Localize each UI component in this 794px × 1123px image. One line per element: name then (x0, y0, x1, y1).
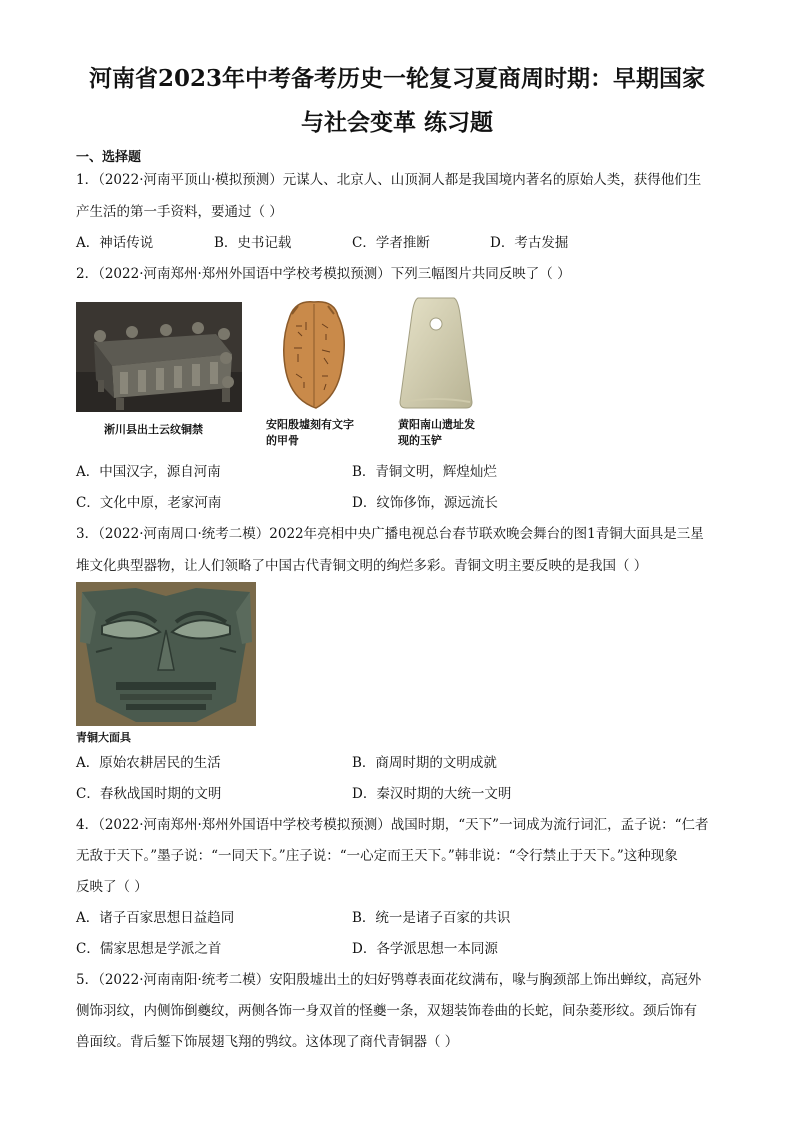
q2-option-c[interactable]: C．文化中原，老家河南 (76, 495, 222, 511)
q5-stem-line1: 5．（2022·河南南阳·统考二模）安阳殷墟出土的妇好鸮尊表面花纹满布，喙与胸颈部上饰出蝉纹，高冠外 (76, 972, 702, 988)
q2-option-a[interactable]: A．中国汉字，源自河南 (76, 464, 221, 480)
q3-option-a[interactable]: A．原始农耕居民的生活 (76, 755, 221, 771)
oracle-bone-caption-line2: 的甲骨 (266, 434, 299, 447)
bronze-mask-caption: 青铜大面具 (76, 731, 131, 744)
jade-shovel-caption-line1: 黄阳南山遗址发 (398, 418, 475, 431)
q4-option-d[interactable]: D．各学派思想一本同源 (352, 941, 498, 957)
bronze-altar-caption: 淅川县出土云纹铜禁 (104, 423, 203, 436)
oracle-bone-image (276, 296, 352, 412)
q1-option-b[interactable]: B．史书记载 (214, 235, 292, 251)
q1-stem-line2: 产生活的第一手资料，要通过（ ） (76, 204, 283, 220)
bronze-altar-image (76, 302, 242, 412)
q3-stem-line1: 3．（2022·河南周口·统考二模）2022年亮相中央广播电视总台春节联欢晚会舞台的图1青铜大面具是三星 (76, 526, 704, 542)
q2-stem-line1: 2．（2022·河南郑州·郑州外国语中学校考模拟预测）下列三幅图片共同反映了（ ） (76, 266, 571, 282)
q4-stem-line1: 4．（2022·河南郑州·郑州外国语中学校考模拟预测）战国时期，“天下”一词成为流行词汇，孟子说：“仁者 (76, 817, 709, 833)
q2-option-b[interactable]: B．青铜文明，辉煌灿烂 (352, 464, 497, 480)
jade-shovel-caption-line2: 现的玉铲 (398, 434, 442, 447)
q5-stem-line2: 侧饰羽纹，内侧饰倒夔纹，两侧各饰一身双首的怪夔一条，双翅装饰卷曲的长蛇，间杂菱形纹。颈后饰有 (76, 1003, 697, 1019)
jade-shovel-image (396, 294, 476, 412)
section-heading: 一、选择题 (76, 150, 142, 165)
q1-option-d[interactable]: D．考古发掘 (490, 235, 569, 251)
oracle-bone-caption-line1: 安阳殷墟刻有文字 (266, 418, 354, 431)
q4-stem-line2: 无敌于天下。”墨子说：“一同天下。”庄子说：“一心定而王天下。”韩非说：“令行禁止于天下。”这种现象 (76, 848, 678, 864)
q1-stem-line1: 1．（2022·河南平顶山·模拟预测）元谋人、北京人、山顶洞人都是我国境内著名的原始人类，获得他们生 (76, 172, 702, 188)
q4-option-a[interactable]: A．诸子百家思想日益趋同 (76, 910, 235, 926)
page-title-line2: 与社会变革 练习题 (300, 109, 493, 136)
q3-option-c[interactable]: C．春秋战国时期的文明 (76, 786, 222, 802)
q3-option-d[interactable]: D．秦汉时期的大统一文明 (352, 786, 512, 802)
q2-option-d[interactable]: D．纹饰侈饰，源远流长 (352, 495, 498, 511)
bronze-mask-image (76, 582, 256, 726)
q4-option-c[interactable]: C．儒家思想是学派之首 (76, 941, 222, 957)
q3-stem-line2: 堆文化典型器物，让人们领略了中国古代青铜文明的绚烂多彩。青铜文明主要反映的是我国（ ） (76, 558, 648, 574)
q3-option-b[interactable]: B．商周时期的文明成就 (352, 755, 497, 771)
q4-option-b[interactable]: B．统一是诸子百家的共识 (352, 910, 511, 926)
q1-option-a[interactable]: A．神话传说 (76, 235, 154, 251)
page-title-line1: 河南省2023年中考备考历史一轮复习夏商周时期：早期国家 (88, 65, 705, 92)
q5-stem-line3: 兽面纹。背后錾下饰展翅飞翔的鸮纹。这体现了商代青铜器（ ） (76, 1034, 459, 1050)
q1-option-c[interactable]: C．学者推断 (352, 235, 430, 251)
q4-stem-line3: 反映了（ ） (76, 879, 148, 895)
